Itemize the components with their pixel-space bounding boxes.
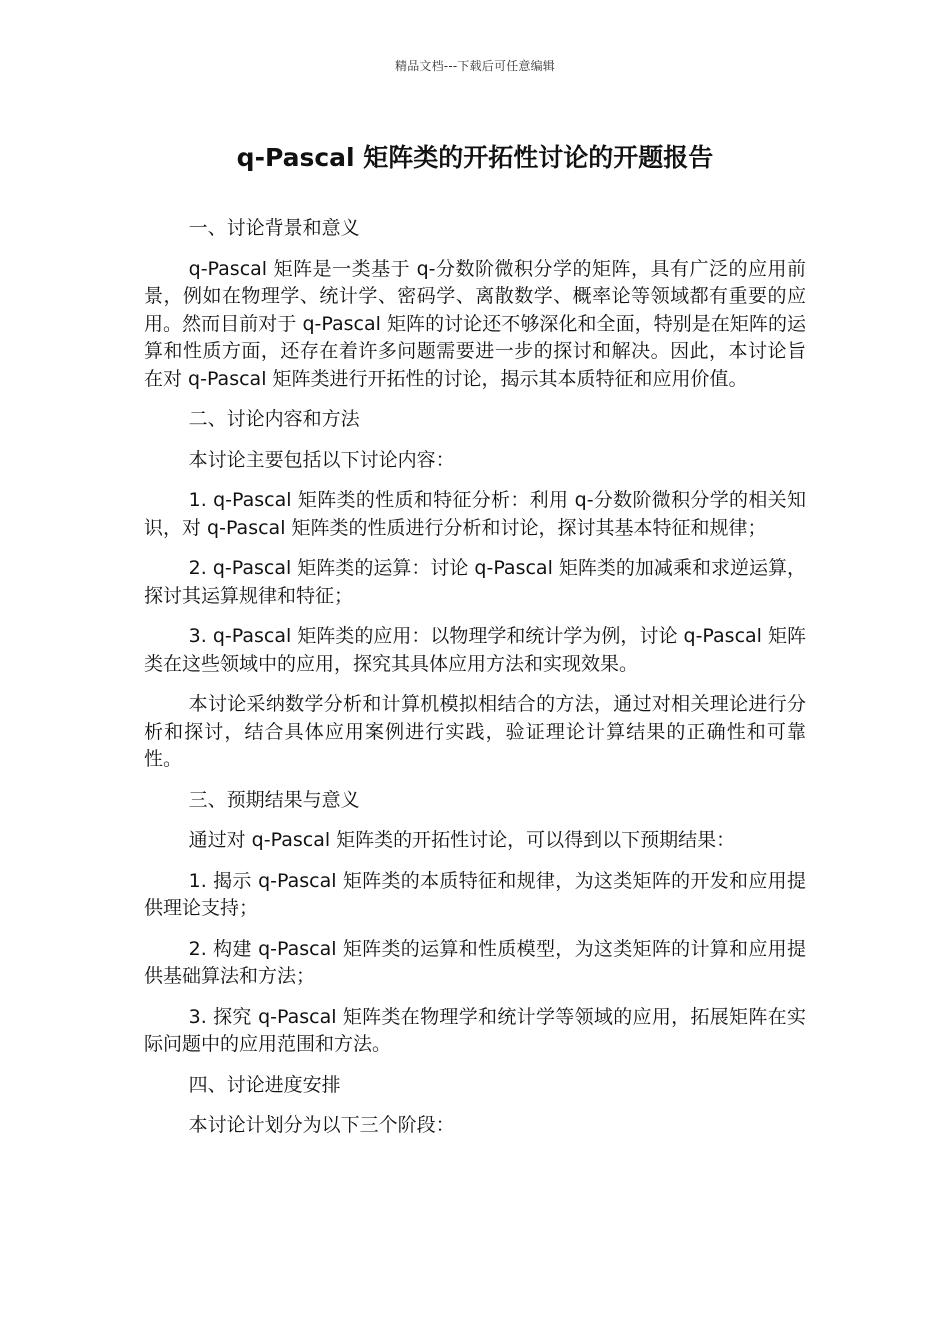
paragraph-background: q-Pascal 矩阵是一类基于 q-分数阶微积分学的矩阵，具有广泛的应用前景，例如在物理学、统计学、密码学、离散数学、概率论等领域都有重要的应用。然而目前对于 q-Pascal 矩阵的讨论还不够深化和全面，特别是在矩阵的运算和性质方面，还存在着许多问题需要进一步的探讨和解决。因此，本讨论旨在对 q-Pascal 矩阵类进行开拓性的讨论，揭示其本质特征和应用价值。: [144, 257, 806, 390]
header-note: 精品文档---下载后可任意编辑: [395, 59, 555, 73]
section-heading-background: 一、讨论背景和意义: [188, 217, 360, 239]
section-heading-schedule: 四、讨论进度安排: [188, 1073, 341, 1096]
document-title: q-Pascal 矩阵类的开拓性讨论的开题报告: [236, 143, 714, 172]
paragraph-methods: 本讨论采纳数学分析和计算机模拟相结合的方法，通过对相关理论进行分析和探讨，结合具体应用案例进行实践，验证理论计算结果的正确性和可靠性。: [144, 693, 806, 770]
list-item-content-1: 1. q-Pascal 矩阵类的性质和特征分析：利用 q-分数阶微积分学的相关知识，对 q-Pascal 矩阵类的性质进行分析和讨论，探讨其基本特征和规律；: [144, 489, 806, 539]
section-heading-content-methods: 二、讨论内容和方法: [188, 408, 360, 430]
list-item-content-2: 2. q-Pascal 矩阵类的运算：讨论 q-Pascal 矩阵类的加减乘和求逆运算，探讨其运算规律和特征；: [144, 557, 806, 607]
list-item-result-1: 1. 揭示 q-Pascal 矩阵类的本质特征和规律，为这类矩阵的开发和应用提供理论支持；: [144, 869, 806, 919]
paragraph-results-intro: 通过对 q-Pascal 矩阵类的开拓性讨论，可以得到以下预期结果：: [188, 829, 736, 851]
list-item-content-3: 3. q-Pascal 矩阵类的应用：以物理学和统计学为例，讨论 q-Pascal 矩阵类在这些领域中的应用，探究其具体应用方法和实现效果。: [144, 625, 806, 675]
paragraph-schedule-intro: 本讨论计划分为以下三个阶段：: [188, 1114, 455, 1136]
list-item-result-2: 2. 构建 q-Pascal 矩阵类的运算和性质模型，为这类矩阵的计算和应用提供基础算法和方法；: [144, 937, 806, 987]
document-body: [144, 215, 806, 1153]
section-heading-expected-results: 三、预期结果与意义: [188, 788, 360, 811]
paragraph-content-intro: 本讨论主要包括以下讨论内容：: [188, 448, 455, 471]
list-item-result-3: 3. 探究 q-Pascal 矩阵类在物理学和统计学等领域的应用，拓展矩阵在实际问题中的应用范围和方法。: [144, 1005, 806, 1055]
